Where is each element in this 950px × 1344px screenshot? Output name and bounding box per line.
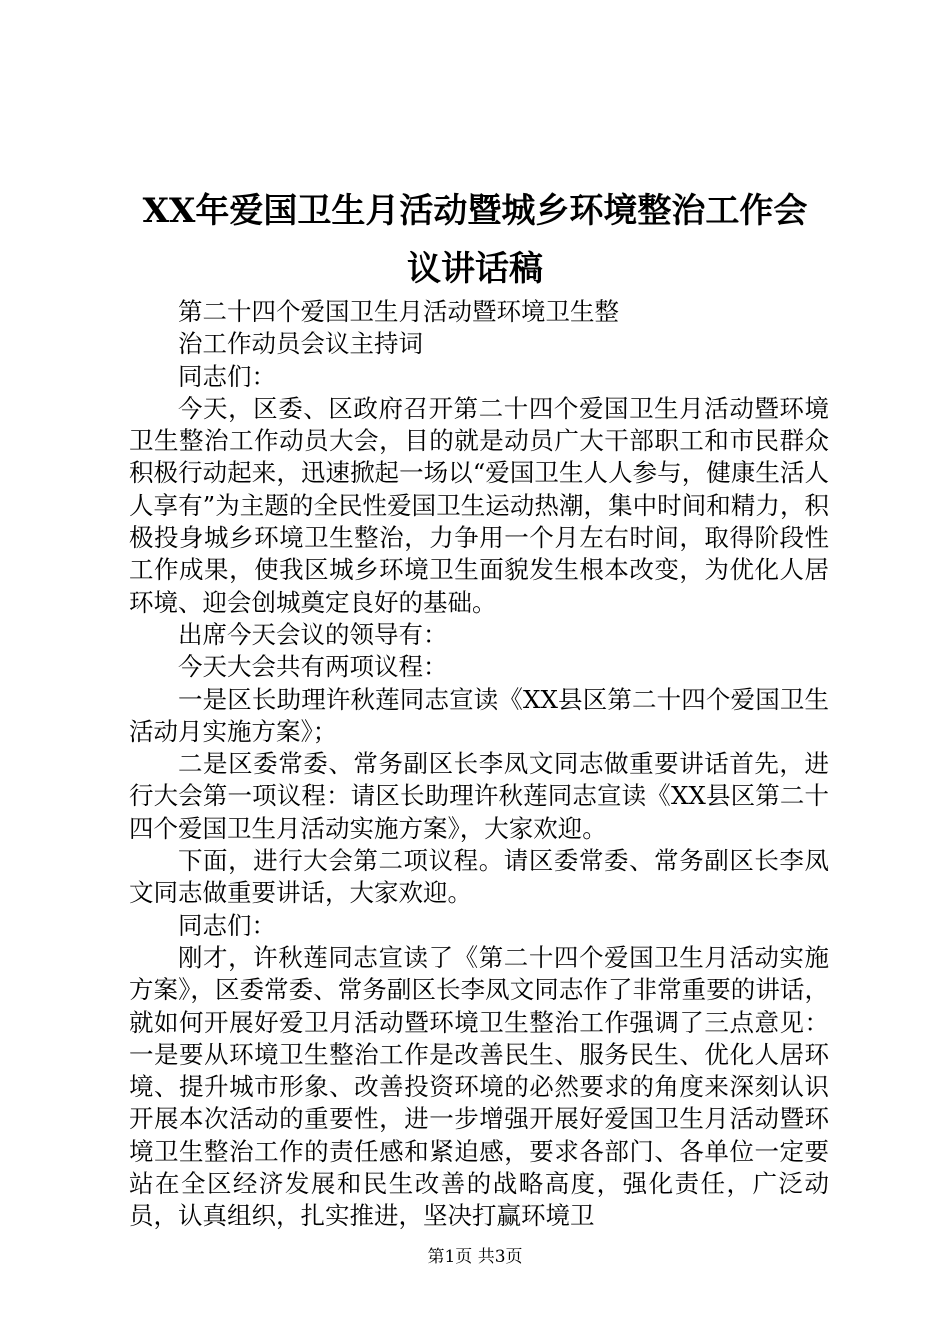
- paragraph-summary: 刚才，许秋莲同志宣读了《第二十四个爱国卫生月活动实施方案》，区委常委、常务副区长李凤文同志作了非常重要的讲话，就如何开展好爱卫月活动暨环境卫生整治工作强调了三点意见：一是要从环境卫生整治工作是改善民生、服务民生、优化人居环境、提升城市形象、改善投资环境的必然要求的角度来深刻认识开展本次活动的重要性，进一步增强开展好爱国卫生月活动暨环境卫生整治工作的责任感和紧迫感，要求各部门、各单位一定要站在全区经济发展和民生改善的战略高度，强化责任，广泛动员，认真组织，扎实推进，坚决打赢环境卫: [129, 942, 829, 1231]
- title-line-1: XX年爱国卫生月活动暨城乡环境整治工作会: [142, 191, 808, 231]
- paragraph-greeting-2: 同志们：: [178, 910, 276, 940]
- paragraph-agenda-item-1: 一是区长助理许秋莲同志宣读《XX县区第二十四个爱国卫生活动月实施方案》；: [129, 684, 829, 746]
- paragraph-subtitle-1: 第二十四个爱国卫生月活动暨环境卫生整: [178, 297, 619, 326]
- paragraph-agenda-item-2: 二是区委常委、常务副区长李凤文同志做重要讲话首先，进行大会第一项议程：请区长助理许秋莲同志宣读《XX县区第二十四个爱国卫生月活动实施方案》，大家欢迎。: [129, 749, 829, 843]
- document-title: [120, 182, 830, 298]
- paragraph-agenda: 今天大会共有两项议程：: [178, 652, 448, 682]
- title-line-2: 议讲话稿: [407, 249, 543, 289]
- paragraph-subtitle-2: 治工作动员会议主持词: [178, 329, 423, 359]
- page-footer: 第1页 共3页: [427, 1247, 523, 1267]
- paragraph-greeting: 同志们：: [178, 361, 276, 391]
- paragraph-opening: 今天，区委、区政府召开第二十四个爱国卫生月活动暨环境卫生整治工作动员大会，目的就是动员广大干部职工和市民群众积极行动起来，迅速掀起一场以“爱国卫生人人参与，健康生活人人享有”为主题的全民性爱国卫生运动热潮，集中时间和精力，积极投身城乡环境卫生整治，力争用一个月左右时间，取得阶段性工作成果，使我区城乡环境卫生面貌发生根本改变，为优化人居环境、迎会创城奠定良好的基础。: [129, 393, 829, 617]
- document-body: [129, 296, 829, 1233]
- paragraph-leaders: 出席今天会议的领导有：: [178, 619, 448, 649]
- paragraph-next-item: 下面，进行大会第二项议程。请区委常委、常务副区长李凤文同志做重要讲话，大家欢迎。: [129, 846, 829, 908]
